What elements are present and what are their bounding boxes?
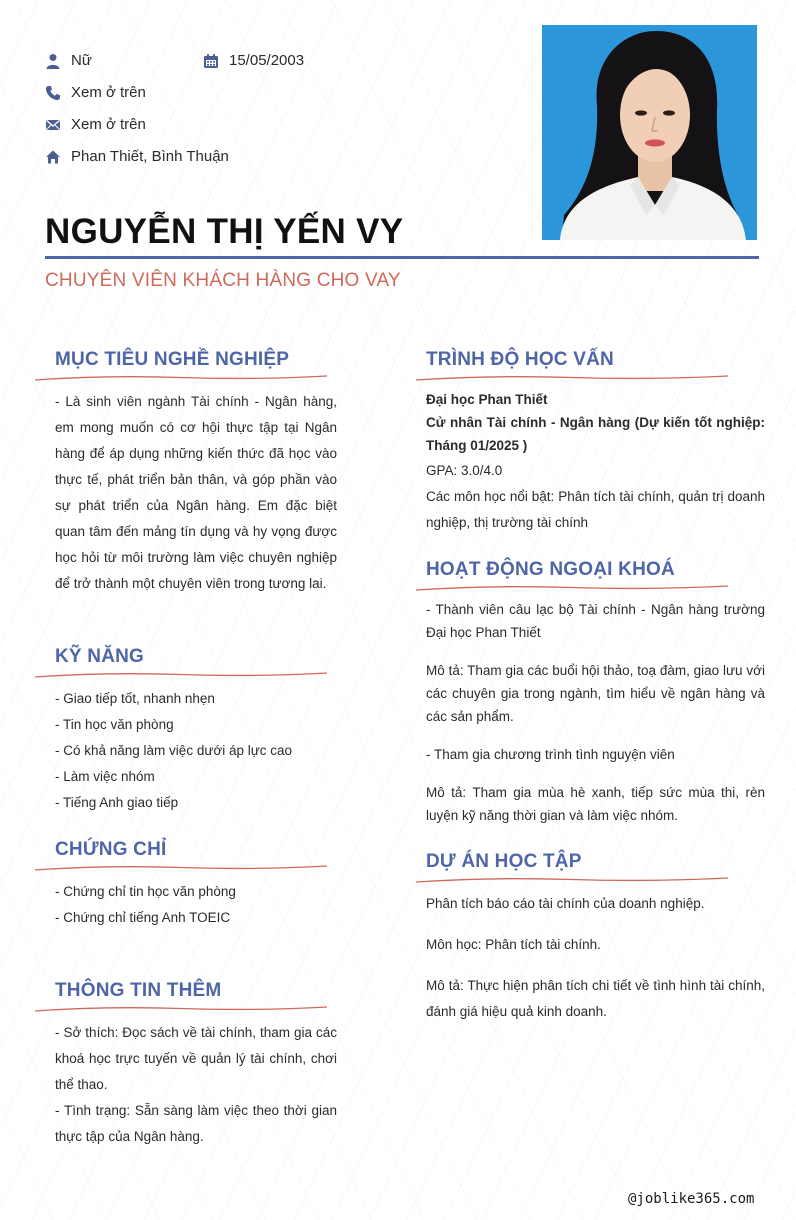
activity-item-1: - Thành viên câu lạc bộ Tài chính - Ngân hàng trường Đại học Phan Thiết (426, 602, 765, 640)
education-gpa: GPA: 3.0/4.0 (426, 463, 503, 478)
activities-heading: HOẠT ĐỘNG NGOẠI KHOÁ (426, 559, 675, 580)
contact-birthdate (203, 52, 304, 69)
certificates-heading-underline (35, 864, 327, 872)
projects-heading: DỰ ÁN HỌC TẬP (426, 851, 582, 872)
objective-heading: MỤC TIÊU NGHỀ NGHIỆP (55, 349, 290, 370)
extra-heading: THÔNG TIN THÊM (55, 980, 222, 1001)
home-icon (45, 149, 61, 165)
skills-heading: KỸ NĂNG (55, 646, 145, 667)
contact-address (45, 148, 229, 165)
gender-text: Nữ (71, 52, 92, 69)
extra-heading-underline (35, 1005, 327, 1013)
education-courses: Các môn học nổi bật: Phân tích tài chính, quản trị doanh nghiệp, thị trường tài chính (426, 489, 765, 530)
name-divider (45, 256, 759, 259)
education-degree: Cử nhân Tài chính - Ngân hàng (Dự kiến tốt nghiệp: Tháng 01/2025 ) (426, 415, 765, 453)
skill-item: - Làm việc nhóm (55, 769, 155, 784)
contact-gender (45, 52, 92, 69)
certificate-item: - Chứng chỉ tiếng Anh TOEIC (55, 910, 231, 925)
skill-item: - Tin học văn phòng (55, 717, 174, 732)
phone-text: Xem ở trên (71, 84, 146, 101)
education-heading-underline (416, 374, 728, 382)
birthdate-text: 15/05/2003 (229, 52, 305, 69)
skill-item: - Có khả năng làm việc dưới áp lực cao (55, 743, 293, 758)
certificate-item: - Chứng chỉ tin học văn phòng (55, 884, 236, 899)
education-school: Đại học Phan Thiết (426, 392, 548, 407)
address-text: Phan Thiết, Bình Thuận (71, 148, 229, 165)
profile-photo (542, 25, 757, 240)
skill-item: - Tiếng Anh giao tiếp (55, 795, 179, 810)
job-title: CHUYÊN VIÊN KHÁCH HÀNG CHO VAY (45, 270, 401, 291)
skill-item: - Giao tiếp tốt, nhanh nhẹn (55, 691, 215, 706)
activity-desc-1: Mô tả: Tham gia các buổi hội thảo, toạ đàm, giao lưu với các chuyên gia trong ngành, tìm hiểu về ngân hàng và các sản phẩm. (426, 663, 765, 724)
contact-email (45, 116, 146, 133)
education-heading: TRÌNH ĐỘ HỌC VẤN (426, 349, 614, 370)
objective-heading-underline (35, 374, 327, 382)
objective-text: - Là sinh viên ngành Tài chính - Ngân hàng, em mong muốn có cơ hội thực tập tại Ngân hàng để áp dụng những kiến thức đã học vào thực tế, phát triển bản thân, và góp phần vào sự phát triển của Ngân hàng. Em đặc biệt quan tâm đến mảng tín dụng và hy vọng được học hỏi từ môi trường làm việc chuyên nghiệp để trở thành một chuyên viên trong tương lai. (55, 394, 337, 591)
candidate-name: NGUYỄN THỊ YẾN VY (45, 212, 404, 251)
extra-status: - Tình trạng: Sẵn sàng làm việc theo thời gian thực tập của Ngân hàng. (55, 1103, 337, 1144)
project-subject: Môn học: Phân tích tài chính. (426, 937, 601, 952)
activity-item-2: - Tham gia chương trình tình nguyện viên (426, 747, 675, 762)
projects-heading-underline (416, 876, 728, 884)
activities-heading-underline (416, 584, 728, 592)
extra-hobby: - Sở thích: Đọc sách về tài chính, tham gia các khoá học trực tuyến về quản lý tài chính, chơi thể thao. (55, 1025, 337, 1092)
project-desc: Mô tả: Thực hiện phân tích chi tiết về tình hình tài chính, đánh giá hiệu quả kinh doanh. (426, 978, 765, 1019)
mail-icon (45, 117, 61, 133)
skills-heading-underline (35, 671, 327, 679)
activity-desc-2: Mô tả: Tham gia mùa hè xanh, tiếp sức mùa thi, rèn luyện kỹ năng thời gian và làm việc nhóm. (426, 785, 765, 823)
contact-phone (45, 84, 146, 101)
email-text: Xem ở trên (71, 116, 146, 133)
certificates-heading: CHỨNG CHỈ (55, 839, 167, 860)
user-icon (45, 53, 61, 69)
calendar-icon (203, 53, 219, 69)
phone-icon (45, 85, 61, 101)
project-name: Phân tích báo cáo tài chính của doanh nghiệp. (426, 896, 705, 911)
footer-handle: @joblike365.com (628, 1191, 755, 1207)
